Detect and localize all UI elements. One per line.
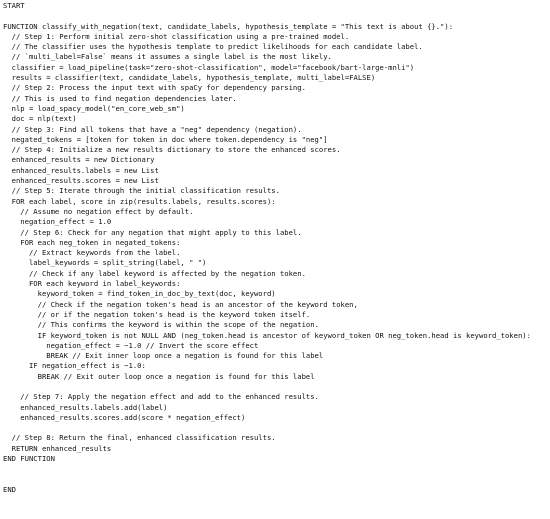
code-line: enhanced_results.scores.add(score * negation_effect) bbox=[3, 412, 246, 422]
code-line bbox=[3, 11, 548, 21]
code-line: enhanced_results.scores = new List bbox=[3, 176, 159, 186]
code-line: FOR each keyword in label_keywords: bbox=[3, 279, 181, 289]
code-line: START bbox=[3, 1, 25, 10]
code-line: negated_tokens = [token for token in doc where token.dependency is "neg"] bbox=[3, 134, 328, 144]
code-line bbox=[3, 464, 548, 474]
code-line: FOR each neg_token in negated_tokens: bbox=[3, 237, 181, 247]
code-line: doc = nlp(text) bbox=[3, 114, 77, 124]
code-line: // Step 5: Iterate through the initial classification results. bbox=[3, 186, 280, 196]
code-line: negation_effect = 1.0 bbox=[3, 217, 112, 227]
code-line: END FUNCTION bbox=[3, 454, 55, 464]
code-line: // Step 6: Check for any negation that might apply to this label. bbox=[3, 227, 302, 237]
code-line: IF keyword_token is not NULL AND (neg_token.head is ancestor of keyword_token OR neg_token.head is keyword_token): bbox=[3, 330, 531, 340]
code-line: BREAK // Exit outer loop once a negation is found for this label bbox=[3, 371, 315, 381]
code-line bbox=[3, 382, 548, 392]
code-line: // Extract keywords from the label. bbox=[3, 248, 181, 258]
code-line: // Step 2: Process the input text with spaCy for dependency parsing. bbox=[3, 83, 306, 93]
code-line: // Step 7: Apply the negation effect and add to the enhanced results. bbox=[3, 392, 319, 402]
code-line: enhanced_results = new Dictionary bbox=[3, 155, 155, 165]
code-line: // This confirms the keyword is within the scope of the negation. bbox=[3, 320, 319, 330]
code-line: BREAK // Exit inner loop once a negation is found for this label bbox=[3, 351, 324, 361]
code-line: // This is used to find negation dependencies later. bbox=[3, 93, 237, 103]
code-line: // Step 4: Initialize a new results dictionary to store the enhanced scores. bbox=[3, 145, 341, 155]
code-line: // Step 1: Perform initial zero-shot classification using a pre-trained model. bbox=[3, 31, 350, 41]
code-line: // Step 3: Find all tokens that have a "neg" dependency (negation). bbox=[3, 124, 302, 134]
code-line: enhanced_results.labels.add(label) bbox=[3, 402, 168, 412]
code-line: // Check if any label keyword is affected by the negation token. bbox=[3, 268, 306, 278]
code-line: // Step 8: Return the final, enhanced classification results. bbox=[3, 433, 276, 443]
code-line: // Assume no negation effect by default. bbox=[3, 206, 194, 216]
code-line: label_keywords = split_string(label, " ") bbox=[3, 258, 207, 268]
code-line: // or if the negation token's head is the keyword token itself. bbox=[3, 309, 311, 319]
code-line: nlp = load_spacy_model("en_core_web_sm") bbox=[3, 103, 185, 113]
code-line: results = classifier(text, candidate_labels, hypothesis_template, multi_label=FALSE) bbox=[3, 73, 376, 83]
code-line: END bbox=[3, 484, 16, 494]
code-line: // `multi_label=False` means it assumes a single label is the most likely. bbox=[3, 52, 332, 62]
code-line: negation_effect = −1.0 // Invert the score effect bbox=[3, 340, 259, 350]
code-line: // The classifier uses the hypothesis template to predict likelihoods for each candidate label. bbox=[3, 42, 423, 52]
code-line: enhanced_results.labels = new List bbox=[3, 165, 159, 175]
code-line: RETURN enhanced_results bbox=[3, 443, 112, 453]
code-line bbox=[3, 475, 548, 485]
code-line: classifier = load_pipeline(task="zero-shot-classification", model="facebook/bart-large-mnli") bbox=[3, 62, 415, 72]
code-line bbox=[3, 423, 548, 433]
code-line: keyword_token = find_token_in_doc_by_text(doc, keyword) bbox=[3, 289, 276, 299]
code-line: IF negation_effect is −1.0: bbox=[3, 361, 146, 371]
code-line: // Check if the negation token's head is an ancestor of the keyword token, bbox=[3, 299, 358, 309]
code-line: FOR each label, score in zip(results.labels, results.scores): bbox=[3, 196, 276, 206]
code-line: FUNCTION classify_with_negation(text, candidate_labels, hypothesis_template = "This text is about {}."): bbox=[3, 21, 454, 31]
pseudocode-block bbox=[3, 1, 548, 495]
